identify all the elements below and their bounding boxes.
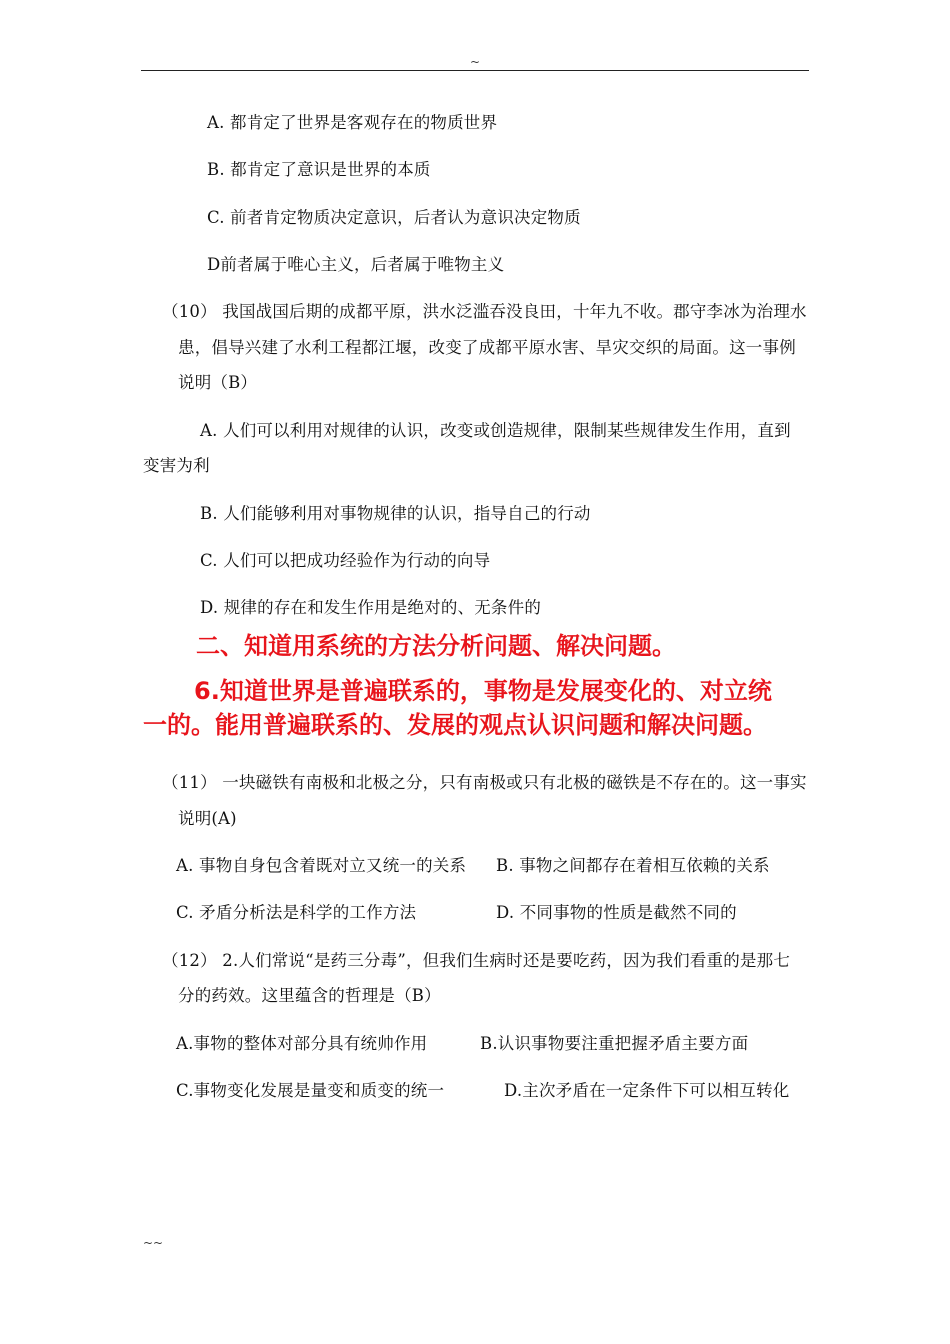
q10-option-a-line1: A. 人们可以利用对规律的认识，改变或创造规律，限制某些规律发生作用，直到 <box>200 421 791 440</box>
q11-stem-line2: 说明(A) <box>178 809 237 828</box>
q11-option-b: B. 事物之间都存在着相互依赖的关系 <box>496 856 770 875</box>
header-rule <box>141 70 809 71</box>
q9-option-c: C. 前者肯定物质决定意识，后者认为意识决定物质 <box>207 208 581 227</box>
q9-option-d: D前者属于唯心主义，后者属于唯物主义 <box>207 255 505 274</box>
q12-option-d: D.主次矛盾在一定条件下可以相互转化 <box>504 1081 790 1100</box>
q12-stem-line1: （12） 2.人们常说“是药三分毒”，但我们生病时还是要吃药，因为我们看重的是那七 <box>162 951 791 970</box>
footer-mark: ~~ <box>143 1236 164 1250</box>
q11-option-c: C. 矛盾分析法是科学的工作方法 <box>176 903 417 922</box>
q12-option-c: C.事物变化发展是量变和质变的统一 <box>176 1081 445 1100</box>
q11-option-d: D. 不同事物的性质是截然不同的 <box>496 903 737 922</box>
q9-option-a: A. 都肯定了世界是客观存在的物质世界 <box>207 113 498 132</box>
q12-option-b: B.认识事物要注重把握矛盾主要方面 <box>480 1034 749 1053</box>
section-subheading-line2: 一的。能用普遍联系的、发展的观点认识问题和解决问题。 <box>143 711 767 739</box>
q11-stem-line1: （11） 一块磁铁有南极和北极之分，只有南极或只有北极的磁铁是不存在的。这一事实 <box>162 773 807 792</box>
section-subheading-line1: 6.知道世界是普遍联系的，事物是发展变化的、对立统 <box>194 677 772 705</box>
q10-stem-line3: 说明（B） <box>178 373 258 392</box>
q12-stem-line2: 分的药效。这里蕴含的哲理是（B） <box>178 986 441 1005</box>
q10-option-c: C. 人们可以把成功经验作为行动的向导 <box>200 551 491 570</box>
header-mark: ~ <box>469 55 481 69</box>
q10-option-a-line2: 变害为利 <box>143 456 210 475</box>
section-heading: 二、知道用系统的方法分析问题、解决问题。 <box>196 632 676 660</box>
q10-option-b: B. 人们能够利用对事物规律的认识，指导自己的行动 <box>200 504 591 523</box>
q9-option-b: B. 都肯定了意识是世界的本质 <box>207 160 431 179</box>
q10-stem-line2: 患，倡导兴建了水利工程都江堰，改变了成都平原水害、旱灾交织的局面。这一事例 <box>178 338 796 357</box>
q11-option-a: A. 事物自身包含着既对立又统一的关系 <box>176 856 467 875</box>
q10-option-d: D. 规律的存在和发生作用是绝对的、无条件的 <box>200 598 542 617</box>
q12-option-a: A.事物的整体对部分具有统帅作用 <box>176 1034 428 1053</box>
q10-stem-line1: （10） 我国战国后期的成都平原，洪水泛滥吞没良田，十年九不收。郡守李冰为治理水 <box>162 302 807 321</box>
